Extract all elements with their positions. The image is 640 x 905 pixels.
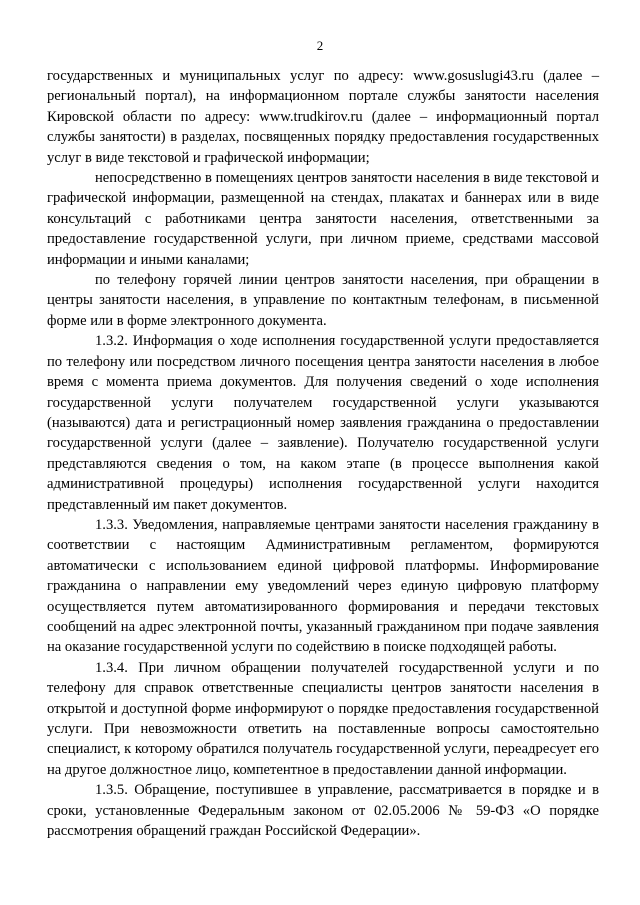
paragraph-premises-info: непосредственно в помещениях центров занятости населения в виде текстовой и графической информации, размещенной на стендах, плакатах и баннерах или в виде консультаций с работниками центра занятости населения, ответственными за предоставление государственной услуги, при личном приеме, средствами массовой информации и иными каналами; — [47, 170, 599, 268]
page-number: 2 — [316, 38, 324, 53]
paragraph-1-3-4: 1.3.4. При личном обращении получателей государственной услуги и по телефону для справок ответственные специалисты центров занятости населения в открытой и доступной форме информируют о порядке предоставления государственной услуги. При невозможности ответить на поставленные вопросы самостоятельно специалист, к которому обратился получатель государственной услуги, переадресует его на другое должностное лицо, компетентное в предоставлении данной информации. — [47, 659, 599, 778]
document-body — [47, 66, 599, 841]
paragraph-hotline: по телефону горячей линии центров занятости населения, при обращении в центры занятости населения, в управление по контактным телефонам, в письменной форме или в форме электронного документа. — [47, 272, 599, 329]
paragraph-continuation: государственных и муниципальных услуг по адресу: www.gosuslugi43.ru (далее – региональный портал), на информационном портале службы занятости населения Кировской области по адресу: www.trudkirov.ru (далее – информационный портал службы занятости) в разделах, посвященных порядку предоставления государственных услуг в виде текстовой и графической информации; — [47, 68, 599, 166]
paragraph-1-3-5: 1.3.5. Обращение, поступившее в управление, рассматривается в порядке и в сроки, установленные Федеральным законом от 02.05.2006 № 59-ФЗ «О порядке рассмотрения обращений граждан Российской Федерации». — [47, 782, 599, 840]
paragraph-1-3-2: 1.3.2. Информация о ходе исполнения государственной услуги предоставляется по телефону или посредством личного посещения центра занятости населения в любое время с момента приема документов. Для получения сведений о ходе исполнения государственной услуги получателем государственной услуги указываются (называются) дата и регистрационный номер заявления гражданина о предоставлении государственной услуги (далее – заявление). Получателю государственной услуги представляются сведения о том, на каком этапе (в процессе выполнения какой административной процедуры) исполнения государственной услуги находится представленный им пакет документов. — [47, 333, 599, 513]
paragraph-1-3-3: 1.3.3. Уведомления, направляемые центрами занятости населения гражданину в соответствии с настоящим Административным регламентом, формируются автоматически с использованием единой цифровой платформы. Информирование гражданина о направлении ему уведомлений через единую цифровую платформу осуществляется путем автоматизированного формирования и передачи текстовых сообщений на адрес электронной почты, указанный гражданином при подаче заявления на оказание государственной услуги по содействию в поиске подходящей работы. — [47, 516, 599, 656]
